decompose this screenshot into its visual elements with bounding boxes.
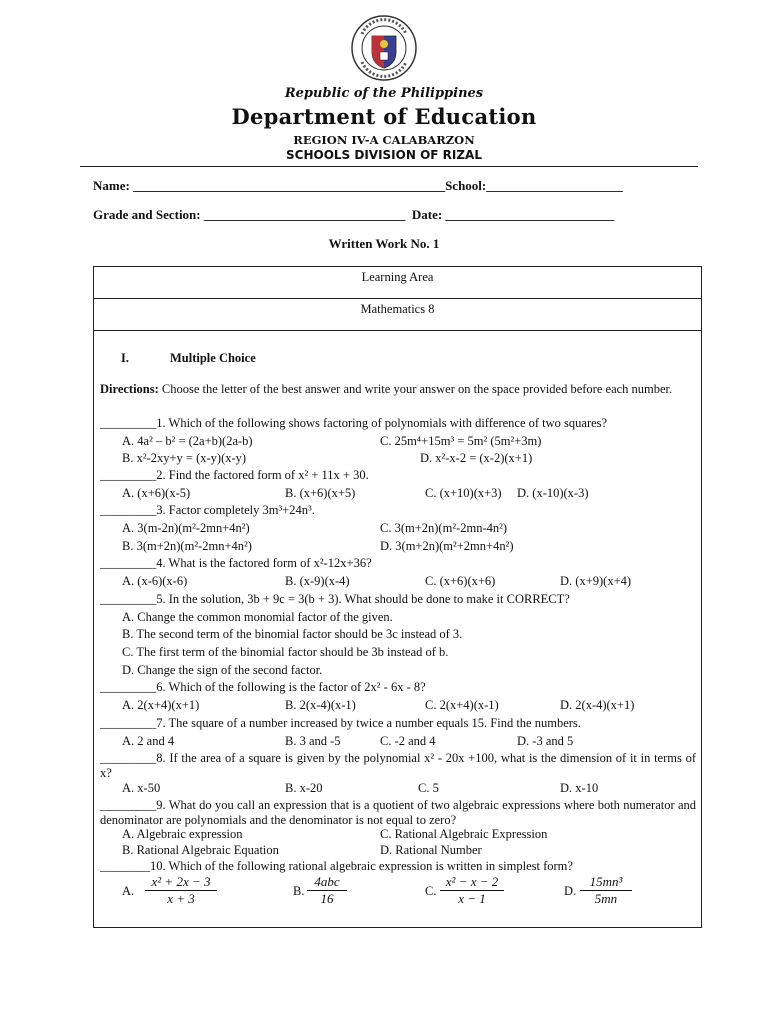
- q4-option-b[interactable]: B. (x-9)(x-4): [285, 574, 350, 588]
- q10-option-b[interactable]: [307, 874, 347, 907]
- q10-option-d[interactable]: [580, 874, 632, 907]
- header-department: Department of Education: [231, 104, 537, 129]
- q7-option-a[interactable]: A. 2 and 4: [122, 734, 175, 748]
- deped-seal-icon: [350, 14, 418, 82]
- question-9[interactable]: _________9. What do you call an expression that is a quotient of two algebraic expressions where both numerator and denominator are polynomials and the denominator is not equal to zero?: [100, 798, 696, 827]
- q10-option-d-label[interactable]: D.: [564, 884, 577, 898]
- q6-option-d[interactable]: D. 2(x-4)(x+1): [560, 698, 635, 712]
- q10-option-c-denominator: x − 1: [458, 891, 486, 906]
- table-divider: [93, 330, 702, 331]
- q8-option-b[interactable]: B. x-20: [285, 781, 323, 795]
- grade-date-line[interactable]: Grade and Section: _______________________________ Date: __________________________: [93, 207, 615, 222]
- header-region: REGION IV-A CALABARZON: [293, 133, 475, 147]
- question-8[interactable]: _________8. If the area of a square is given by the polynomial x² - 20x +100, what is the dimension of it in terms of x?: [100, 751, 696, 780]
- written-work-title: Written Work No. 1: [328, 236, 440, 251]
- q4-option-a[interactable]: A. (x-6)(x-6): [122, 574, 188, 588]
- section-title: Multiple Choice: [170, 351, 256, 365]
- q9-option-d[interactable]: D. Rational Number: [380, 843, 482, 857]
- q9-option-b[interactable]: B. Rational Algebraic Equation: [122, 843, 279, 857]
- q8-option-a[interactable]: A. x-50: [122, 781, 161, 795]
- q10-option-b-numerator: 4abc: [307, 874, 347, 891]
- q1-option-a[interactable]: A. 4a² – b² = (2a+b)(2a-b): [122, 434, 253, 448]
- q7-option-d[interactable]: D. -3 and 5: [517, 734, 574, 748]
- directions: [100, 381, 696, 398]
- directions-label: Directions:: [100, 382, 159, 396]
- q10-option-a-denominator: x + 3: [167, 891, 195, 906]
- q10-option-a-numerator: x² + 2x − 3: [145, 874, 217, 891]
- q10-option-b-label[interactable]: B.: [293, 884, 305, 898]
- q6-option-b[interactable]: B. 2(x-4)(x-1): [285, 698, 356, 712]
- q3-option-a[interactable]: A. 3(m-2n)(m²-2mn+4n²): [122, 521, 250, 535]
- learning-area-label: Learning Area: [361, 270, 434, 284]
- q3-option-d[interactable]: D. 3(m+2n)(m²+2mn+4n²): [380, 539, 514, 553]
- q7-option-c[interactable]: C. -2 and 4: [380, 734, 436, 748]
- q1-option-d[interactable]: D. x²-x-2 = (x-2)(x+1): [420, 451, 533, 465]
- q4-option-c[interactable]: C. (x+6)(x+6): [425, 574, 496, 588]
- q9-option-a[interactable]: A. Algebraic expression: [122, 827, 243, 841]
- q10-option-c-numerator: x² − x − 2: [440, 874, 504, 891]
- q2-option-c[interactable]: C. (x+10)(x+3): [425, 486, 502, 500]
- q5-option-a[interactable]: A. Change the common monomial factor of the given.: [122, 610, 393, 624]
- q10-option-c-label[interactable]: C.: [425, 884, 437, 898]
- q10-option-a[interactable]: [145, 874, 217, 907]
- q2-option-a[interactable]: A. (x+6)(x-5): [122, 486, 191, 500]
- section-number: I.: [121, 351, 129, 365]
- question-3[interactable]: _________3. Factor completely 3m³+24n³.: [100, 503, 315, 517]
- q4-option-d[interactable]: D. (x+9)(x+4): [560, 574, 632, 588]
- q1-option-b[interactable]: B. x²-2xy+y = (x-y)(x-y): [122, 451, 247, 465]
- q2-option-d[interactable]: D. (x-10)(x-3): [517, 486, 589, 500]
- q8-option-c[interactable]: C. 5: [418, 781, 439, 795]
- q10-option-b-denominator: 16: [320, 891, 334, 906]
- question-6[interactable]: _________6. Which of the following is the factor of 2x² - 6x - 8?: [100, 680, 426, 694]
- question-5[interactable]: _________5. In the solution, 3b + 9c = 3(b + 3). What should be done to make it CORRECT?: [100, 592, 570, 606]
- directions-text: Choose the letter of the best answer and write your answer on the space provided before each number.: [158, 382, 673, 396]
- subject-label: Mathematics 8: [360, 302, 435, 316]
- q8-option-d[interactable]: D. x-10: [560, 781, 599, 795]
- question-2[interactable]: _________2. Find the factored form of x² + 11x + 30.: [100, 468, 369, 482]
- header-republic: Republic of the Philippines: [284, 86, 484, 101]
- q10-option-c[interactable]: [440, 874, 504, 907]
- q6-option-c[interactable]: C. 2(x+4)(x-1): [425, 698, 499, 712]
- question-10[interactable]: ________10. Which of the following rational algebraic expression is written in simplest form?: [100, 859, 573, 873]
- q9-option-c[interactable]: C. Rational Algebraic Expression: [380, 827, 548, 841]
- q1-option-c[interactable]: C. 25m⁴+15m³ = 5m² (5m²+3m): [380, 434, 542, 448]
- q10-option-d-denominator: 5mn: [594, 891, 618, 906]
- q5-option-c[interactable]: C. The first term of the binomial factor should be 3b instead of b.: [122, 645, 449, 659]
- q5-option-b[interactable]: B. The second term of the binomial factor should be 3c instead of 3.: [122, 627, 463, 641]
- q3-option-c[interactable]: C. 3(m+2n)(m²-2mn-4n²): [380, 521, 508, 535]
- question-4[interactable]: _________4. What is the factored form of x²-12x+36?: [100, 556, 372, 570]
- header-divider: [80, 166, 698, 167]
- q7-option-b[interactable]: B. 3 and -5: [285, 734, 341, 748]
- q10-option-d-numerator: 15mn³: [580, 874, 632, 891]
- question-7[interactable]: _________7. The square of a number increased by twice a number equals 15. Find the numbers.: [100, 716, 581, 730]
- q2-option-b[interactable]: B. (x+6)(x+5): [285, 486, 356, 500]
- header-division: SCHOOLS DIVISION OF RIZAL: [286, 148, 482, 162]
- q5-option-d[interactable]: D. Change the sign of the second factor.: [122, 663, 323, 677]
- q10-option-a-label[interactable]: A.: [122, 884, 135, 898]
- question-1[interactable]: _________1. Which of the following shows factoring of polynomials with difference of two squares?: [100, 416, 608, 430]
- name-school-line[interactable]: Name: ________________________________________________School:_____________________: [93, 178, 623, 193]
- q3-option-b[interactable]: B. 3(m+2n)(m²-2mn+4n²): [122, 539, 252, 553]
- table-divider: [93, 298, 702, 299]
- q6-option-a[interactable]: A. 2(x+4)(x+1): [122, 698, 200, 712]
